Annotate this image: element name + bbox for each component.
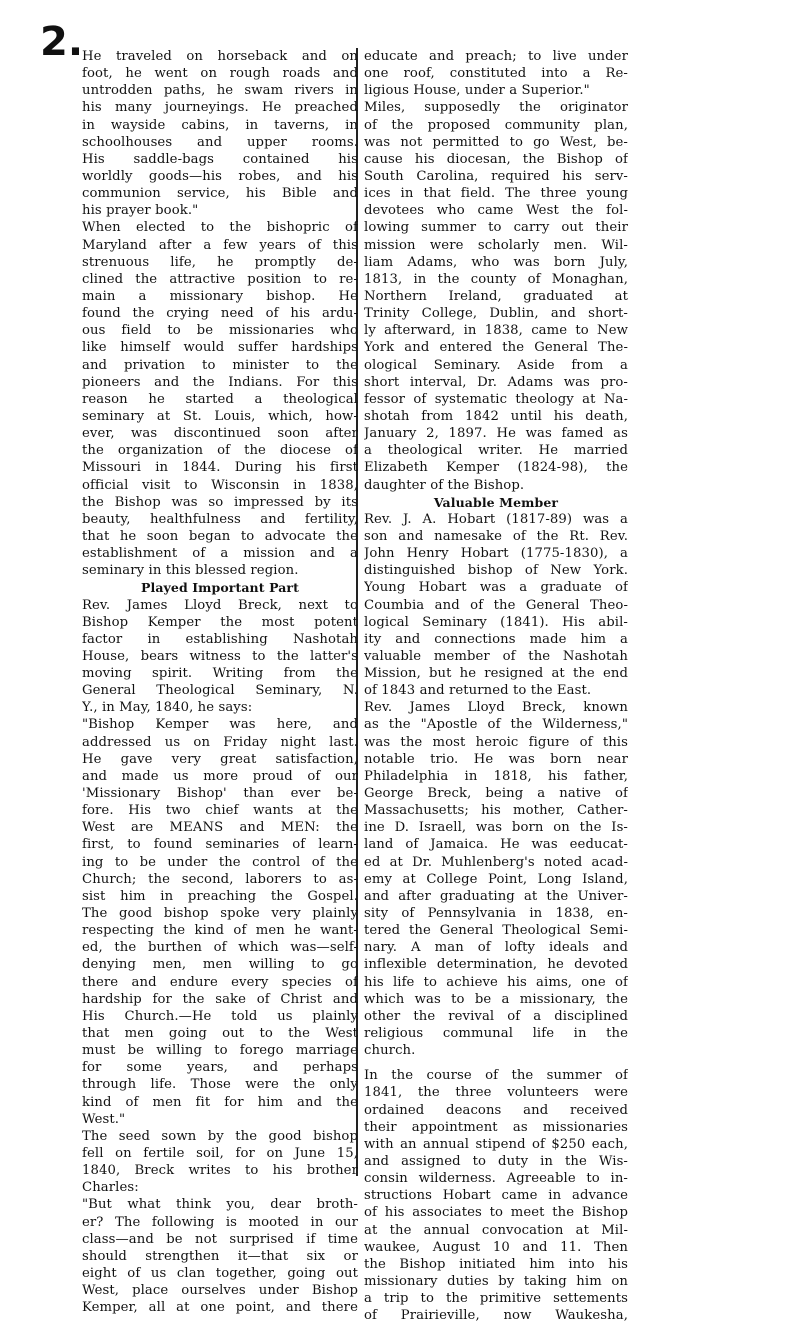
text-line: Maryland after a few years of this [82, 237, 358, 253]
text-line: Rev. J. A. Hobart (1817-89) was a [364, 511, 628, 527]
text-line: clined the attractive position to re- [82, 271, 358, 287]
text-line: "But what think you, dear broth- [82, 1197, 358, 1213]
text-line [364, 1059, 628, 1067]
text-line: of Prairieville, now Waukesha, [364, 1308, 628, 1324]
text-line: Coumbia and of the General Theo- [364, 597, 628, 613]
text-line: main a missionary bishop. He [82, 288, 358, 304]
text-line: establishment of a mission and a [82, 546, 358, 562]
text-line: denying men, men willing to go [82, 957, 358, 973]
text-line: their appointment as missionaries [364, 1119, 628, 1135]
text-line: West are MEANS and MEN: the [82, 820, 358, 836]
text-line: his prayer book." [82, 203, 199, 219]
text-line: communion service, his Bible and [82, 186, 358, 202]
text-line: Kemper, all at one point, and there [82, 1300, 358, 1316]
text-line: church. [364, 1043, 416, 1059]
text-line: ligious House, under a Superior." [364, 83, 590, 99]
text-line: ological Seminary. Aside from a [364, 357, 628, 373]
text-line: sity of Pennsylvania in 1838, en- [364, 906, 628, 922]
section-heading: Valuable Member [433, 494, 559, 510]
text-line: his life to achieve his aims, one of [364, 974, 628, 990]
text-line: which was to be a missionary, the [364, 991, 628, 1007]
text-line: 'Missionary Bishop' than ever be- [82, 786, 358, 802]
text-line: The seed sown by the good bishop [82, 1128, 358, 1144]
text-line: When elected to the bishopric of [82, 220, 358, 236]
text-line: and assigned to duty in the Wis- [364, 1154, 628, 1169]
text-line: West, place ourselves under Bishop [82, 1283, 358, 1299]
text-line: worldly goods—his robes, and his [82, 168, 358, 184]
text-line: ity and connections made him a [364, 631, 628, 647]
text-line: York and entered the General The- [364, 340, 628, 356]
text-line: addressed us on Friday night last. [82, 734, 358, 750]
text-line: His Church.—He told us plainly [82, 1008, 358, 1024]
text-line: nary. A man of lofty ideals and [364, 940, 628, 956]
text-line: liam Adams, who was born July, [364, 254, 628, 270]
text-line: a theological writer. He married [364, 443, 628, 459]
text-line: His saddle-bags contained his [82, 151, 358, 167]
text-line: Northern Ireland, graduated at [364, 288, 628, 304]
text-line: untrodden paths, he swam rivers in [82, 83, 358, 99]
text-line: other the revival of a disciplined [364, 1008, 628, 1024]
text-line: Young Hobart was a graduate of [364, 580, 628, 596]
text-line: for some years, and perhaps [82, 1060, 358, 1076]
text-line: short interval, Dr. Adams was pro- [364, 374, 628, 390]
text-line: factor in establishing Nashotah [82, 631, 358, 647]
text-line: Rev. James Lloyd Breck, next to [82, 597, 358, 613]
text-line: with an annual stipend of $250 each, [364, 1136, 628, 1152]
text-line: West." [82, 1111, 126, 1127]
text-line: distinguished bishop of New York. [364, 563, 628, 579]
text-line: cause his diocesan, the Bishop of [364, 151, 628, 167]
text-line: Church; the second, laborers to as- [82, 871, 358, 887]
text-line: ly afterward, in 1838, came to New [364, 323, 628, 339]
text-line: and after graduating at the Univer- [364, 888, 628, 904]
text-line: George Breck, being a native of [364, 786, 628, 802]
text-line: son and namesake of the Rt. Rev. [364, 528, 628, 544]
text-line: er? The following is mooted in our [82, 1214, 358, 1230]
text-line: religious communal life in the [364, 1026, 628, 1042]
text-line: seminary at St. Louis, which, how- [82, 408, 358, 424]
text-line: 1840, Breck writes to his brother [82, 1163, 358, 1179]
text-line: Charles: [82, 1180, 139, 1196]
text-line: in wayside cabins, in taverns, in [82, 117, 358, 133]
text-line: shotah from 1842 until his death, [364, 408, 628, 424]
text-line: "Bishop Kemper was here, and [82, 717, 358, 733]
text-line: logical Seminary (1841). His abil- [364, 614, 628, 630]
text-line: seminary in this blessed region. [82, 563, 299, 579]
text-line: fell on fertile soil, for on June 15, [82, 1146, 358, 1161]
article-column-left [82, 48, 358, 1316]
text-line: Bishop Kemper the most potent [82, 614, 358, 630]
text-line: He traveled on horseback and on [82, 49, 358, 64]
text-line: ordained deacons and received [364, 1102, 628, 1118]
text-line: The good bishop spoke very plainly [82, 906, 358, 922]
text-line: tered the General Theological Semi- [364, 923, 628, 939]
text-line: fore. His two chief wants at the [82, 803, 358, 819]
text-line: of his associates to meet the Bishop [364, 1205, 628, 1221]
text-line: foot, he went on rough roads and [82, 66, 358, 82]
text-line: Elizabeth Kemper (1824-98), the [364, 460, 628, 476]
text-line: the organization of the diocese of [82, 443, 358, 459]
text-line: emy at College Point, Long Island, [364, 871, 628, 887]
text-line: educate and preach; to live under [364, 49, 628, 64]
text-line: lowing summer to carry out their [364, 220, 628, 236]
text-line: General Theological Seminary, N. [82, 683, 358, 699]
text-line: ed, the burthen of which was—self- [82, 940, 358, 956]
text-line: Missouri in 1844. During his first [82, 460, 358, 476]
text-line: inflexible determination, he devoted [364, 957, 628, 973]
text-line: moving spirit. Writing from the [82, 666, 358, 682]
text-line: sist him in preaching the Gospel. [82, 888, 358, 904]
text-line: a trip to the primitive settements [364, 1291, 628, 1307]
text-line: daughter of the Bishop. [364, 477, 525, 493]
text-line: reason he started a theological [82, 391, 358, 407]
text-line: missionary duties by taking him on [364, 1273, 628, 1289]
text-line: through life. Those were the only [82, 1077, 358, 1093]
text-line: eight of us clan together, going out [82, 1265, 358, 1281]
text-line: and made us more proud of our [82, 768, 358, 784]
text-line: and privation to minister to the [82, 357, 358, 373]
text-line: fessor of systematic theology at Na- [364, 391, 628, 407]
text-line: as the "Apostle of the Wilderness," [364, 717, 628, 733]
text-line: Y., in May, 1840, he says: [82, 700, 253, 716]
text-line: Philadelphia in 1818, his father, [364, 768, 628, 784]
text-line: that he soon began to advocate the [82, 528, 358, 544]
text-line: of the proposed community plan, [364, 117, 628, 133]
text-line: at the annual convocation at Mil- [364, 1222, 628, 1238]
text-line: ices in that field. The three young [364, 186, 628, 202]
text-line: consin wilderness. Agreeable to in- [364, 1171, 628, 1187]
text-line: Rev. James Lloyd Breck, known [364, 700, 628, 716]
text-line: one roof, constituted into a Re- [364, 66, 628, 82]
text-line: January 2, 1897. He was famed as [364, 426, 628, 442]
text-line: devotees who came West the fol- [364, 203, 628, 219]
text-line: 1841, the three volunteers were [364, 1085, 628, 1101]
text-line: Trinity College, Dublin, and short- [364, 306, 628, 322]
text-line: the Bishop was so impressed by its [82, 494, 358, 510]
text-line: like himself would suffer hardships [82, 340, 358, 356]
text-line: John Henry Hobart (1775-1830), a [364, 546, 628, 562]
text-line: ine D. Israell, was born on the Is- [364, 820, 628, 836]
text-line: House, bears witness to the latter's [82, 648, 358, 664]
text-line: South Carolina, required his serv- [364, 168, 628, 184]
text-line: mission were scholarly men. Wil- [364, 237, 628, 253]
text-line: kind of men fit for him and the [82, 1094, 358, 1110]
section-heading: Played Important Part [140, 580, 299, 596]
text-line: In the course of the summer of [364, 1068, 628, 1084]
text-line: land of Jamaica. He was eeducat- [364, 837, 628, 853]
text-line: respecting the kind of men he want- [82, 923, 358, 939]
text-line: his many journeyings. He preached [82, 100, 358, 116]
text-line: 1813, in the county of Monaghan, [364, 271, 628, 287]
text-line: schoolhouses and upper rooms. [82, 134, 358, 150]
text-line: found the crying need of his ardu- [82, 306, 358, 322]
text-line: official visit to Wisconsin in 1838, [82, 477, 358, 493]
text-line: first, to found seminaries of learn- [82, 837, 358, 853]
text-line: valuable member of the Nashotah [364, 648, 628, 664]
text-line: structions Hobart came in advance [364, 1188, 628, 1204]
text-line: ever, was discontinued soon after [82, 426, 358, 442]
text-line: of 1843 and returned to the East. [364, 683, 592, 699]
text-line: notable trio. He was born near [364, 751, 628, 767]
text-line: waukee, August 10 and 11. Then [364, 1239, 628, 1255]
text-line: the Bishop initiated him into his [364, 1256, 628, 1272]
text-line: Massachusetts; his mother, Cather- [364, 803, 628, 819]
text-line: must be willing to forego marriage [82, 1043, 358, 1059]
text-line: ing to be under the control of the [82, 854, 358, 870]
article-column-right [364, 48, 628, 1324]
text-line: should strengthen it—that six or [82, 1248, 358, 1264]
text-line: class—and be not surprised if time [82, 1231, 358, 1247]
text-line: that men going out to the West [82, 1026, 358, 1042]
text-line: beauty, healthfulness and fertility, [82, 511, 358, 527]
text-line: He gave very great satisfaction, [82, 751, 358, 767]
text-line: strenuous life, he promptly de- [82, 254, 358, 270]
text-line: was not permitted to go West, be- [364, 134, 628, 150]
page-number: 2. [40, 19, 84, 65]
text-line: ed at Dr. Muhlenberg's noted acad- [364, 854, 628, 870]
text-line: Mission, but he resigned at the end [364, 666, 628, 682]
text-line: there and endure every species of [82, 974, 358, 990]
text-line: pioneers and the Indians. For this [82, 374, 358, 390]
text-line: Miles, supposedly the originator [364, 100, 628, 116]
text-line: was the most heroic figure of this [364, 734, 628, 750]
text-line: hardship for the sake of Christ and [82, 991, 358, 1007]
text-line: ous field to be missionaries who [82, 323, 358, 339]
